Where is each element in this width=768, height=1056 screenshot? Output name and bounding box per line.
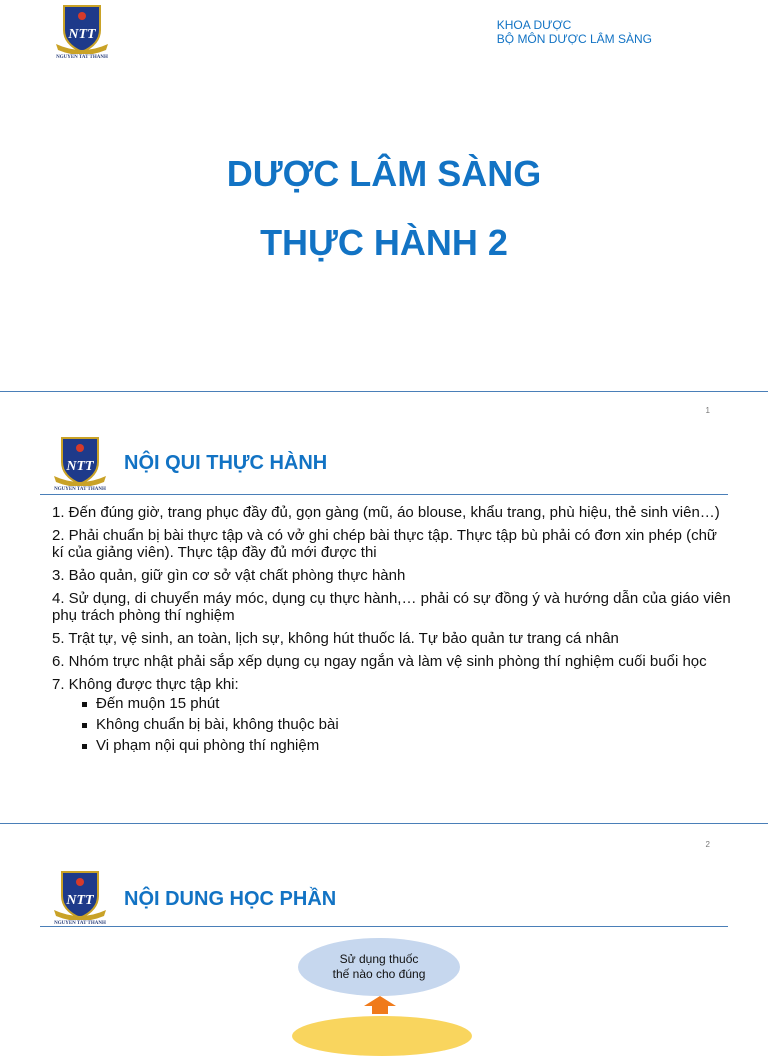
slide-heading: NỘI DUNG HỌC PHẦN [124, 888, 337, 910]
faculty-name: KHOA DƯỢC [496, 18, 572, 32]
rule-sub-list [52, 695, 732, 754]
shield-logo-icon [50, 870, 110, 920]
rules-list [52, 504, 732, 758]
university-logo [52, 4, 112, 60]
course-subtitle: THỰC HÀNH 2 [260, 222, 508, 263]
heading-rule [40, 494, 728, 495]
university-logo [50, 870, 110, 926]
rule-sub-item: Đến muộn 15 phút [82, 695, 732, 712]
heading-rule [40, 926, 728, 927]
rule-item: 7. Không được thực tập khi: [52, 676, 239, 693]
logo-caption: NGUYEN TAT THANH [54, 487, 106, 492]
shield-logo-icon [50, 436, 110, 486]
department-name: BỘ MÔN DƯỢC LÂM SÀNG [496, 32, 652, 46]
rule-item: 3. Bảo quản, giữ gìn cơ sở vật chất phòng thực hành [52, 567, 406, 584]
slide-title [0, 0, 768, 390]
svg-text:NTT: NTT [66, 893, 94, 908]
rule-sub-item: Không chuẩn bị bài, không thuộc bài [82, 716, 732, 733]
rule-item: 5. Trật tự, vệ sinh, an toàn, lịch sự, không hút thuốc lá. Tự bảo quản tư trang cá nhân [52, 630, 619, 647]
oval-text-line: thế nào cho đúng [332, 967, 426, 981]
logo-caption: NGUYEN TAT THANH [56, 55, 108, 60]
rule-item: 4. Sử dụng, di chuyển máy móc, dụng cụ thực hành,… phải có sự đồng ý và hướng dẫn của giáo viên phụ trách phòng thí nghiệm [52, 590, 731, 624]
rule-sub-item: Vi phạm nội qui phòng thí nghiệm [82, 737, 732, 754]
svg-text:NTT: NTT [68, 27, 96, 42]
course-title: DƯỢC LÂM SÀNG [226, 153, 542, 194]
shield-logo-icon [52, 4, 112, 54]
slide-heading: NỘI QUI THỰC HÀNH [124, 452, 328, 474]
department-label [497, 18, 652, 46]
page-number: 1 [705, 406, 710, 415]
oval-text-line: Sử dụng thuốc [339, 952, 419, 966]
logo-caption: NGUYEN TAT THANH [54, 921, 106, 926]
page-number: 2 [705, 840, 710, 849]
diagram-oval-node [298, 938, 460, 996]
diagram-arc-node [292, 1016, 472, 1056]
arrow-up-icon [364, 996, 396, 1014]
university-logo [50, 436, 110, 492]
rule-item: 2. Phải chuẩn bị bài thực tập và có vở ghi chép bài thực tập. Thực tập bù phải có đơn xin phép (chữ kí của giảng viên). Thực tập đầy đủ mới được thi [52, 527, 717, 561]
rule-item: 6. Nhóm trực nhật phải sắp xếp dụng cụ ngay ngắn và làm vệ sinh phòng thí nghiệm cuối buổi học [52, 653, 707, 670]
rule-item: 1. Đến đúng giờ, trang phục đầy đủ, gọn gàng (mũ, áo blouse, khẩu trang, phù hiệu, thẻ sinh viên…) [52, 504, 720, 521]
svg-text:NTT: NTT [66, 459, 94, 474]
